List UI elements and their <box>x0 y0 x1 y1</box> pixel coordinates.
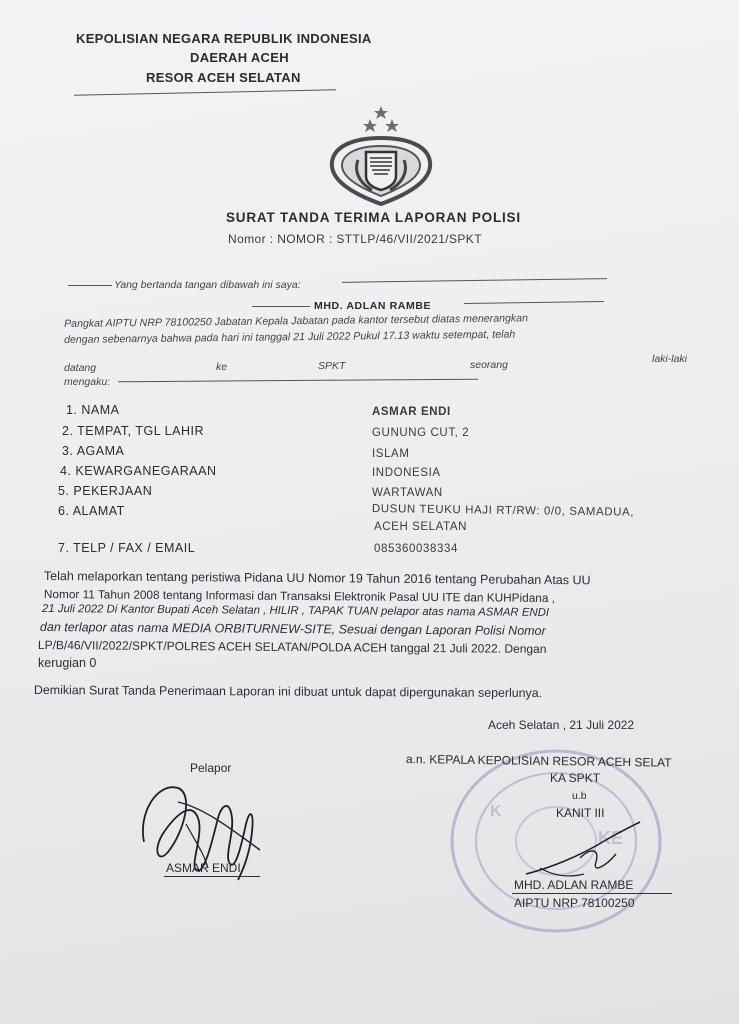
officer-nrp: AIPTU NRP 78100250 <box>514 896 635 910</box>
word-spkt: SPKT <box>318 360 346 372</box>
word-seorang: seorang <box>470 359 508 371</box>
word-mengaku: mengaku: <box>64 376 111 388</box>
field-value-alamat-line-2: ACEH SELATAN <box>374 521 468 533</box>
police-emblem-icon <box>328 104 434 208</box>
field-label-agama: 3. AGAMA <box>62 444 125 458</box>
header-line-3: RESOR ACEH SELATAN <box>146 70 301 85</box>
report-line-1: Telah melaporkan tentang peristiwa Pidana UU Nomor 19 Tahun 2016 tentang Perubahan Atas UU <box>43 569 591 588</box>
name-rule-left <box>252 306 310 307</box>
place-date: Aceh Selatan , 21 Juli 2022 <box>488 718 635 732</box>
field-label-nama: 1. NAMA <box>66 403 120 417</box>
officer-name-intro: MHD. ADLAN RAMBE <box>314 300 432 312</box>
header-line-2: DAERAH ACEH <box>190 50 289 65</box>
intro-rule-right <box>342 278 607 283</box>
word-datang: datang <box>64 362 97 374</box>
field-value-alamat: DUSUN TEUKU HAJI RT/RW: 0/0, SAMADUA, <box>371 503 635 519</box>
name-rule-right <box>464 301 604 304</box>
closing-statement: Demikian Surat Tanda Penerimaan Laporan ini dibuat untuk dapat dipergunakan seperlunya. <box>33 683 543 701</box>
field-value-kewarganegaraan: INDONESIA <box>372 467 441 479</box>
officer-position: KANIT III <box>556 806 605 820</box>
word-ke: ke <box>216 361 228 373</box>
mengaku-rule <box>118 379 478 383</box>
report-line-5: LP/B/46/VII/2022/SPKT/POLRES ACEH SELATAN/POLDA ACEH tanggal 21 Juli 2022. Dengan <box>37 638 547 656</box>
field-label-tempat-tgl-lahir: 2. TEMPAT, TGL LAHIR <box>62 424 204 438</box>
document-number: Nomor : NOMOR : STTLP/46/VII/2021/SPKT <box>228 232 482 246</box>
report-line-4: dan terlapor atas nama MEDIA ORBITURNEW-SITE, Sesuai dengan Laporan Polisi Nomor <box>39 620 546 638</box>
field-label-pekerjaan: 5. PEKERJAAN <box>58 484 153 498</box>
svg-text:KE: KE <box>598 828 624 848</box>
reporter-title: Pelapor <box>190 761 232 775</box>
officer-authority: a.n. KEPALA KEPOLISIAN RESOR ACEH SELAT <box>405 752 672 770</box>
intro-rule-left <box>68 285 112 286</box>
field-value-agama: ISLAM <box>372 448 410 460</box>
officer-unit: KA SPKT <box>550 771 601 785</box>
field-value-tempat-tgl-lahir: GUNUNG CUT, 2 <box>372 427 470 439</box>
word-laki-laki: laki-laki <box>652 353 688 365</box>
field-value-pekerjaan: WARTAWAN <box>372 487 443 499</box>
field-label-alamat: 6. ALAMAT <box>58 504 125 518</box>
field-label-kewarganegaraan: 4. KEWARGANEGARAAN <box>60 464 217 478</box>
header-line-1: KEPOLISIAN NEGARA REPUBLIK INDONESIA <box>76 31 372 46</box>
header-underline <box>74 89 336 95</box>
svg-text:K: K <box>490 803 502 820</box>
intro-paragraph-2: dengan sebenarnya bahwa pada hari ini tanggal 21 Juli 2022 Pukul 17.13 waktu setempat, telah <box>64 328 516 346</box>
report-line-2: Nomor 11 Tahun 2008 tentang Informasi dan Transaksi Elektronik Pasal UU ITE dan KUHPidana , <box>43 587 556 606</box>
field-value-telp-fax-email: 085360038334 <box>374 543 458 555</box>
report-line-3: 21 Juli 2022 Di Kantor Bupati Aceh Selatan , HILIR , TAPAK TUAN pelapor atas nama ASMAR ENDI <box>41 603 550 619</box>
intro-statement: Yang bertanda tangan dibawah ini saya: <box>114 279 301 291</box>
reporter-name-underline <box>164 876 260 877</box>
report-line-6: kerugian 0 <box>38 656 97 670</box>
officer-ub: u.b <box>572 790 587 802</box>
field-value-nama: ASMAR ENDI <box>372 406 451 418</box>
officer-name: MHD. ADLAN RAMBE <box>514 878 634 892</box>
officer-name-underline <box>512 893 672 894</box>
reporter-name: ASMAR ENDI <box>166 861 241 875</box>
document-title: SURAT TANDA TERIMA LAPORAN POLISI <box>226 210 521 225</box>
field-label-telp-fax-email: 7. TELP / FAX / EMAIL <box>58 541 196 555</box>
intro-paragraph-1: Pangkat AIPTU NRP 78100250 Jabatan Kepala Jabatan pada kantor tersebut diatas menerangkan <box>64 312 529 330</box>
